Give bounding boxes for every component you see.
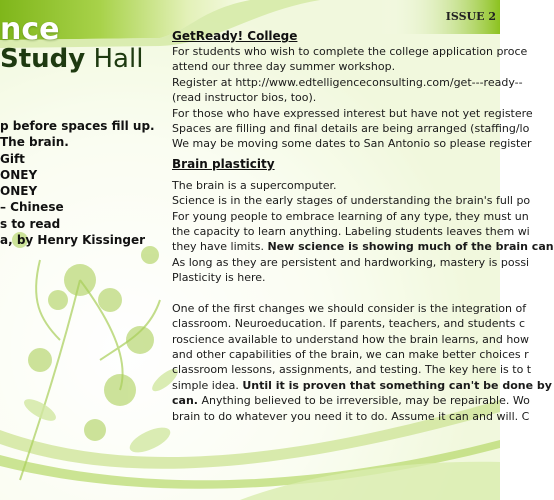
section2-line: brain to do whatever you need it to do. Assume it can and will. C — [172, 409, 530, 423]
section2-line: classroom. Neuroeducation. If parents, teachers, and students c — [172, 317, 526, 331]
section2-line — [172, 239, 554, 254]
issue-number: ISSUE 2 — [445, 10, 496, 23]
section2-line: Science is in the early stages of understanding the brain's full po — [172, 194, 531, 208]
section2-line: the capacity to learn anything. Labeling students leaves them wi — [172, 225, 530, 239]
line-text: they have limits. — [172, 240, 268, 254]
sidebar-line: – Chinese — [0, 200, 64, 215]
section2-line: and other capabilities of the brain, we can make better choices r — [172, 347, 529, 361]
section2-line: Plasticity is here. — [172, 271, 266, 285]
section2-line: classroom lessons, assignments, and testing. The key here is to t — [172, 363, 532, 377]
line-text: Anything believed to be irreversible, may be repairable. Wo — [197, 394, 530, 408]
brand-name-bottom — [0, 44, 143, 74]
paragraph-gap — [172, 286, 500, 301]
brand-hall: Hall — [85, 44, 144, 74]
section2-line: roscience available to understand how the brain learns, and how — [172, 332, 530, 346]
sidebar-line: ONEY — [0, 184, 38, 199]
sidebar-line: ONEY — [0, 167, 38, 182]
section1-line: For students who wish to complete the college application proce — [172, 45, 528, 58]
section2-line: One of the first changes we should consider is the integration of — [172, 301, 527, 315]
line-bold-text: can. — [172, 394, 198, 408]
section2-line — [172, 378, 552, 393]
line-bold-text: Until it is proven that something can't be done by — [242, 378, 552, 392]
section2-line — [172, 393, 530, 408]
brand-study: Study — [0, 44, 86, 74]
sidebar-highlights — [0, 118, 160, 248]
section1-line: attend our three day summer workshop. — [172, 60, 396, 74]
section1-line: (read instructor bios, too). — [172, 91, 317, 105]
section2-line: As long as they are persistent and hardworking, mastery is possi — [172, 255, 530, 269]
section1-line: Spaces are filling and final details are being arranged (staffing/lo — [172, 122, 530, 136]
line-bold-text: New science is showing much of the brain can — [267, 240, 554, 254]
sidebar-line: a, by Henry Kissinger — [0, 233, 146, 248]
sidebar-line: p before spaces fill up. — [0, 119, 155, 133]
section1-line: Register at http://www.edtelligenceconsulting.com/get---ready-- — [172, 75, 523, 89]
section1-line: For those who have expressed interest but have not yet registere — [172, 106, 533, 120]
line-text: simple idea. — [172, 378, 243, 392]
sidebar-line: The brain. — [0, 135, 69, 150]
article-content — [172, 28, 554, 424]
sidebar-line: Gift — [0, 151, 25, 166]
section-heading-getready: GetReady! College — [172, 29, 298, 43]
section2-line: For young people to embrace learning of any type, they must un — [172, 209, 529, 223]
brand-name-top: nce — [0, 12, 60, 47]
section1-line: We may be moving some dates to San Antonio so please register — [172, 137, 532, 151]
sidebar-line: s to read — [0, 216, 61, 231]
section2-line: The brain is a supercomputer. — [172, 178, 337, 192]
section-heading-brain-plasticity: Brain plasticity — [172, 156, 275, 171]
